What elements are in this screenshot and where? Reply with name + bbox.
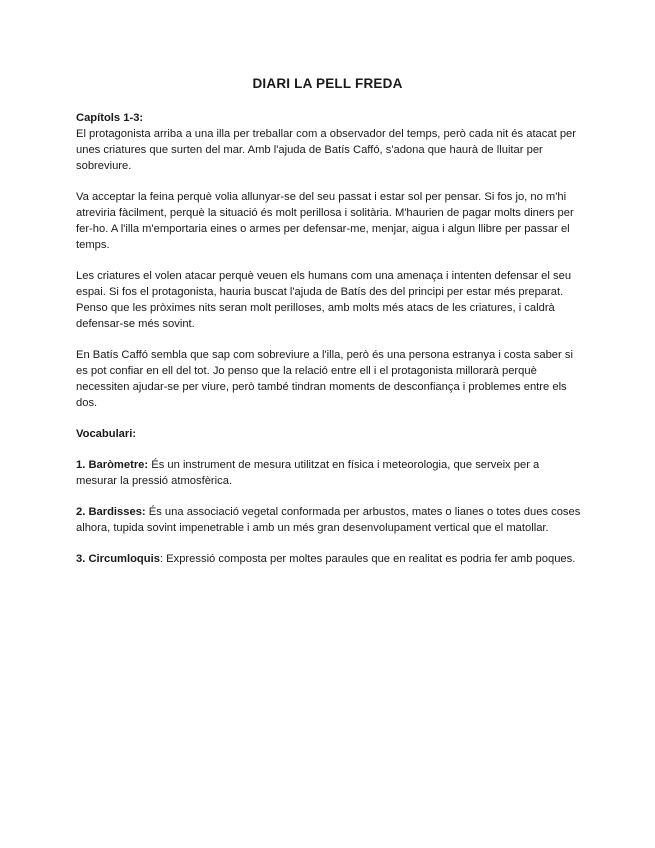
vocab-definition: És un instrument de mesura utilitzat en física i meteorologia, que serveix per a mesurar la pressió atmosfèrica. [76,459,540,487]
document-title: DIARI LA PELL FREDA [252,76,403,91]
vocab-term: 1. Baròmetre: [76,459,149,471]
vocab-entry [76,457,581,489]
vocab-definition: : Expressió composta per moltes paraules que en realitat es podria fer amb poques. [159,553,576,565]
vocabulary-heading: Vocabulari: [76,428,137,440]
paragraph: Va acceptar la feina perquè volia allunyar-se del seu passat i estar sol per pensar. Si fos jo, no m'hi atreviria fàcilment, perquè la situació és molt perillosa i solitària. M'haurien de pagar molts diners per fer-ho. A l'illa m'emportaria eines o armes per defensar-me, menjar, aigua i algun llibre per passar el temps. [76,191,574,251]
vocab-term: 3. Circumloquis [76,553,160,565]
vocab-definition: És una associació vegetal conformada per arbustos, mates o lianes o totes dues coses alhora, tupida sovint impenetrable i amb un més gran desenvolupament vertical que el matollar. [76,506,581,534]
vocab-entry [76,551,581,567]
paragraph: Les criatures el volen atacar perquè veuen els humans com una amenaça i intenten defensar el seu espai. Si fos el protagonista, hauria buscat l'ajuda de Batís des del principi per estar més preparat. Penso que les pròximes nits seran molt perilloses, amb molts més atacs de les criatures, i caldrà defensar-se més sovint. [76,270,572,330]
paragraph: En Batís Caffó sembla que sap com sobreviure a l'illa, però és una persona estranya i costa saber si es pot confiar en ell del tot. Jo penso que la relació entre ell i el protagonista millorarà perquè necessiten ajudar-se per viure, però també tindran moments de desconfiança i problemes entre els dos. [76,349,573,409]
vocab-term: 2. Bardisses: [76,506,146,518]
section-paragraph [76,110,581,174]
section-heading: Capítols 1-3: [76,112,144,124]
paragraph-text: El protagonista arriba a una illa per treballar com a observador del temps, però cada nit és atacat per unes criatures que surten del mar. Amb l'ajuda de Batís Caffó, s'adona que haurà de lluitar per sobreviure. [76,128,576,172]
document-body [76,110,581,582]
vocab-entry [76,504,581,536]
